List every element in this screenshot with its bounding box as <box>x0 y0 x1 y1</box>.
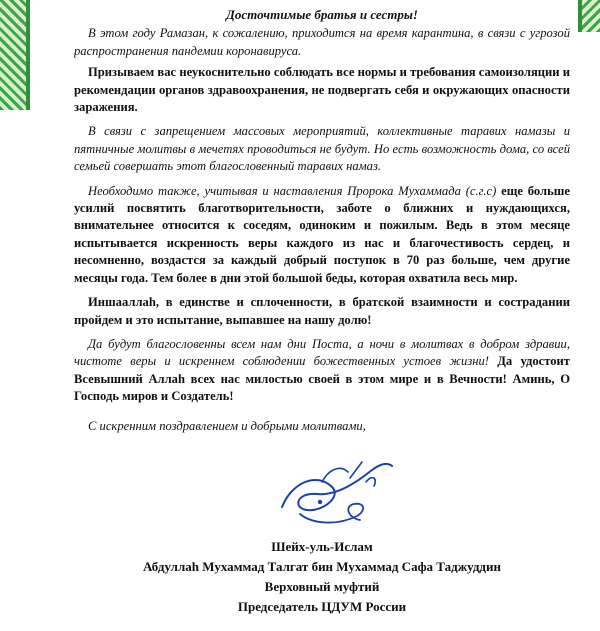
salutation: Досточтимые братья и сестры! <box>226 7 418 22</box>
paragraph-quarantine: В этом году Рамазан, к сожалению, приходится на время карантина, в связи с угрозой распространения пандемии коронавируса. <box>74 26 570 58</box>
right-ornament-border <box>578 0 600 32</box>
paragraph-taraweeh: В связи с запрещением массовых мероприятий, коллективные таравих намазы и пятничные молитвы в мечетях проводиться не будут. Но есть возможность дома, со всей семьей совершать этот благословенный таравих намаз. <box>74 124 570 174</box>
signer-title: Шейх-уль-Ислам <box>271 539 373 554</box>
left-ornament-border <box>0 0 30 110</box>
signer-position: Верховный муфтий <box>264 579 380 594</box>
handwritten-signature <box>262 452 402 532</box>
paragraph-self-isolation: Призываем вас неукоснительно соблюдать все нормы и требования самоизоляции и рекомендации органов здравоохранения, не подвергать себя и окружающих опасности заражения. <box>74 65 570 115</box>
signer-organization: Председатель ЦДУМ России <box>237 599 407 614</box>
signer-name: Абдуллаһ Мухаммад Талгат бин Мухаммад Сафа Таджуддин <box>143 559 501 574</box>
paragraph-unity: Иншааллаһ, в единстве и сплоченности, в братской взаимности и сострадании пройдем и это испытание, выпавшее на нашу долю! <box>74 295 570 327</box>
paragraph-blessing <box>74 336 570 406</box>
paragraph-charity <box>74 183 570 287</box>
charity-intro: Необходимо также, учитывая и наставления Пророка Мухаммада (с.г.с) <box>88 183 497 198</box>
blessing-main: Да удостоит Всевышний Аллаһ всех нас милостью своей в этом мире и в Вечности! Аминь, О Господь миров и Создатель! <box>74 354 570 404</box>
letter-body <box>74 6 570 435</box>
closing-line: С искренним поздравлением и добрыми молитвами, <box>88 418 366 433</box>
charity-main: еще больше усилий посвятить благотворительности, заботе о ближних и нуждающихся, внимательнее относится к соседям, одиноким и пожилым. Ведь в этом месяце испытывается искренность веры каждого из нас и благочестивость сердец, и несомненно, воздастся за каждый добрый поступок в 70 раз больше, чем другие месяцы года. Тем более в дни этой большой беды, которая охватила весь мир. <box>74 183 570 285</box>
signature-block <box>74 537 570 617</box>
blessing-intro: Да будут благословенны всем нам дни Поста, а ночи в молитвах в добром здравии, чистоте веры и искреннем соблюдении божественных устоев жизни! <box>74 336 570 369</box>
